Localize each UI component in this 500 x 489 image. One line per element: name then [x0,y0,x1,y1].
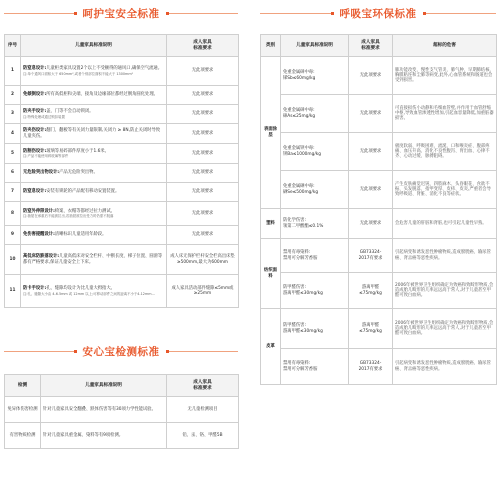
row-description [21,86,167,105]
header-line [426,13,497,14]
row-title: 免伤害提醒设计: [23,232,55,238]
row-standard: 免重金属钡中毒: 钡Ba≤1000mg/kg [281,133,349,171]
table-row [5,275,239,308]
row-requirement: 无此项要求 [349,209,393,239]
row-requirement: 游离甲醛 ≤75mg/kg [349,273,393,309]
row-number: 4 [5,124,21,144]
row-description [21,105,167,124]
header-line [260,13,331,14]
row-text: 椅案、衣帽等都经过拉力测试。 [54,208,115,214]
row-description: 针对儿童家具重金属、染料等有9项检测。 [41,423,167,449]
row-number: 7 [5,183,21,202]
row-standard: 防甲醛伤害: 游离甲醛≤30mg/kg [281,273,349,309]
table-row [261,239,497,273]
row-note: 注:孔、缝隙大小由 4-6.5mm 或 12mm 以上;可移动部件之间的距离不小于4-12mm… [23,291,155,296]
row-description [21,183,167,202]
row-standard: 禁用有毒染料: 禁用可分解芳香胺 [281,349,349,385]
row-number: 9 [5,226,21,245]
col-header-harm: 超标的危害 [393,35,497,57]
table-row [261,57,497,95]
table-row [261,349,497,385]
group-category: 纺织面料 [261,239,281,309]
col-header-std: 儿童家具标准说明 [281,35,349,57]
row-description [21,202,167,226]
row-number: 8 [5,202,21,226]
row-requirement: 游离甲醛 ≤75mg/kg [349,309,393,349]
row-harm: 极度软弱、呼吸困难、流涎、口和喉炎症、腹部疼痛、血压升高、消化不良性腹泻、胃出血、心律不齐、心动过缓、脉搏阻碍。 [393,133,497,171]
row-requirement: 无此项要求 [167,164,239,183]
col-header-req: 成人家具 标准要求 [349,35,393,57]
row-description [21,245,167,275]
row-requirement: 无此项要求 [167,226,239,245]
col-header-desc: 儿童家具标准说明 [21,35,167,57]
row-note: 注:产品不能使用碎玻璃等部件 [23,154,69,159]
row-text: 儿童高低床对安全栏杆、中断长度、梯子位置、圆滑等都有严格要求,保证儿童安全上下床。 [23,254,163,265]
eco-standard-header [260,5,496,21]
group-category: 表面涂层 [261,57,281,209]
row-harm: 2006年被世界卫生组织确定为致癌和致畸形物质,会造成胎儿畸形的几率远远高于常人,对于儿童甚至甲醛可致白血病。 [393,273,497,309]
row-requirement: 无此项要求 [167,86,239,105]
row-text: 孔、缝隙均设计为比儿童大拇指大。 [46,286,115,292]
row-number: 11 [5,275,21,308]
table-header-row [5,35,239,57]
test-standard-title: 安心宝检测标准 [82,345,160,358]
row-text: 清晰标识儿童适用年龄段。 [54,232,107,238]
table-row [5,144,239,164]
row-text: 儿童柜类家具设置2个以上不受额得的通风口,确保空气流通。 [46,66,163,72]
table-row [261,133,497,171]
table-row [5,397,239,423]
row-requirement: 无此项要求 [349,95,393,133]
row-requirement: 无此项要求 [167,183,239,202]
row-description [21,164,167,183]
row-harm: 可直接损伤小动静和毛细血管壁,并作用于血管舒缩中枢,导致血管渗透性增加,引起血容量降低,加重脏器损害。 [393,95,497,133]
row-requirement: 无此项要求 [167,57,239,86]
row-description [21,124,167,144]
row-title: 防窒息设计: [23,189,47,195]
row-number: 2 [5,86,21,105]
row-text: 产品无危险突出物。 [59,170,98,176]
row-title: 防窒外伸限设计: [23,208,55,214]
row-title: 防割伤设计: [23,148,47,154]
group-category: 皮革 [261,309,281,385]
table-header-row [5,375,239,397]
row-description [21,226,167,245]
col-header-no: 序号 [5,35,21,57]
row-number: 3 [5,105,21,124]
group-category: 塑料 [261,209,281,239]
table-row [5,105,239,124]
header-line [169,13,239,14]
row-requirement: 无此项要求 [349,171,393,209]
table-row [5,164,239,183]
row-title: 防夹手设计: [23,109,47,115]
row-description [21,275,167,308]
table-row [261,273,497,309]
row-harm: 2006年被世界卫生组织确定为致癌和致畸形物质,会造成胎儿畸形的几率远远高于常人,对于儿童甚至甲醛可致白血病。 [393,309,497,349]
row-text: 翻门、翻板等有关闭力量限制,关闭力 ≥ 8N,防止关闭时导致儿童夹伤。 [23,128,161,139]
row-title: 防窒息设计: [23,66,47,72]
col-header-req: 成人家具 标准要求 [167,35,239,57]
row-standard: 免重金属硒中毒: 硒Se≤500mg/kg [281,171,349,209]
row-harm: 产生皮肤痛觉迟钝、四肢麻木、头昏眼花、食欲不振、头发脱落、指甲变厚、皮疹、皮炎,严重者会导致呼吸道、肾脏、消化不良等症状。 [393,171,497,209]
row-requirement: 铅、汞、铬、甲醛5B [167,423,239,449]
row-description: 针对儿童家具安全翻叠、跌体伤害等有30项力学性能试验。 [41,397,167,423]
col-header-cat: 检测 [5,375,41,397]
row-standard: 免重金属砷中毒: 砷As≤25mg/kg [281,95,349,133]
header-square-icon [74,12,77,15]
row-standard: 禁用有毒染料: 禁用可分解芳香胺 [281,239,349,273]
row-harm: 引起病变和诱发恶性肿瘤物质,造成膀胱癌、输尿管癌、肾盂癌等恶性疾病。 [393,349,497,385]
header-line [4,351,74,352]
row-requirement: 无此项要求 [349,57,393,95]
row-harm: 会危害儿童的肝脏和肾脏,也可引起儿童性早熟。 [393,209,497,239]
row-text: 所有高低柜和尖端、接角及边缘部位都经过倒角圆化处理。 [46,92,158,98]
test-standard-table [4,374,239,449]
table-row [5,86,239,105]
col-header-req: 成人家具 标准要求 [167,375,239,397]
table-row [261,95,497,133]
table-row [261,171,497,209]
safety-standard-title: 呵护宝安全标准 [82,7,160,20]
table-row [5,183,239,202]
table-row [261,309,497,349]
row-standard: 防甲醛伤害: 游离甲醛≤30mg/kg [281,309,349,349]
row-standard: 免重金属砷中毒: 锑Sb≤60mg/kg [281,57,349,95]
row-text: 盖、门等不会自动锁闭。 [46,109,94,115]
row-category: 有害物质检测 [5,423,41,449]
row-requirement: GB73324- 2017有要求 [349,349,393,385]
row-note: 注:特殊处理或通过锁扣装置 [23,114,65,119]
table-row [5,57,239,86]
row-title: 防卡手设计: [23,286,47,292]
row-description [21,144,167,164]
eco-standard-table [260,34,497,385]
table-row [261,209,497,239]
row-title: 免倾倒设计: [23,92,47,98]
safety-standard-header [4,5,238,21]
row-category: 免异体伤害检测 [5,397,41,423]
row-standard: 防化学伤害: 领第二甲酸酯≤0.1% [281,209,349,239]
row-title: 高低床防跌落设计: [23,254,60,260]
row-text: 玻璃等易碎部件厚度小于1.6米。 [46,148,109,154]
table-row [5,245,239,275]
table-header-row [261,35,497,57]
row-note: 注:抽屉在承重后不能被拉出,若抽屉被拉出受力时仍需不脱落 [23,214,114,219]
row-harm: 引起病变和诱发恶性肿瘤物质,造成膀胱癌、输尿管癌、肾盂癌等恶性疾病。 [393,239,497,273]
row-description [21,57,167,86]
header-square-icon [331,12,334,15]
row-requirement: 无此项要求 [167,202,239,226]
row-requirement: GB73324- 2017有要求 [349,239,393,273]
row-requirement: 无此项要求 [167,105,239,124]
table-row [5,226,239,245]
safety-standard-table [4,34,239,308]
table-row [5,202,239,226]
test-standard-header [4,343,238,359]
row-harm: 肺功能改变、慢性支气管炎、肺气肿、早期肺结核、胸膜粘连和尘肺等病变,此外,心血管系统和肠道也会受到损害。 [393,57,497,95]
row-requirement: 无儿童检测项目 [167,397,239,423]
row-number: 10 [5,245,21,275]
row-requirement: 无此项要求 [167,124,239,144]
row-note: 注:单个通风口面积大于 650mm²,或者个别部位面积不能大于 1300mm² [23,71,133,76]
header-line [4,13,74,14]
row-requirement: 成人床无保护栏杆安全栏高出床垫≥500mm,最大为600mm [167,245,239,275]
table-row [5,423,239,449]
row-number: 6 [5,164,21,183]
col-header-cat: 类别 [261,35,281,57]
row-number: 5 [5,144,21,164]
eco-standard-title: 呼吸宝环保标准 [339,7,417,20]
row-requirement: 成人家具活动部件缝隙≤5mm或≥25mm [167,275,239,308]
table-row [5,124,239,144]
row-requirement: 无此项要求 [349,133,393,171]
row-text: 安装有锁轮的产品配有移动安置装置。 [46,189,120,195]
row-requirement: 无此项要求 [167,144,239,164]
row-number: 1 [5,57,21,86]
row-title: 无危险突出物设计: [23,170,60,176]
header-line [169,351,239,352]
header-square-icon [74,350,77,353]
col-header-desc: 儿童家具标准说明 [41,375,167,397]
row-title: 防夹伤设计: [23,128,47,134]
